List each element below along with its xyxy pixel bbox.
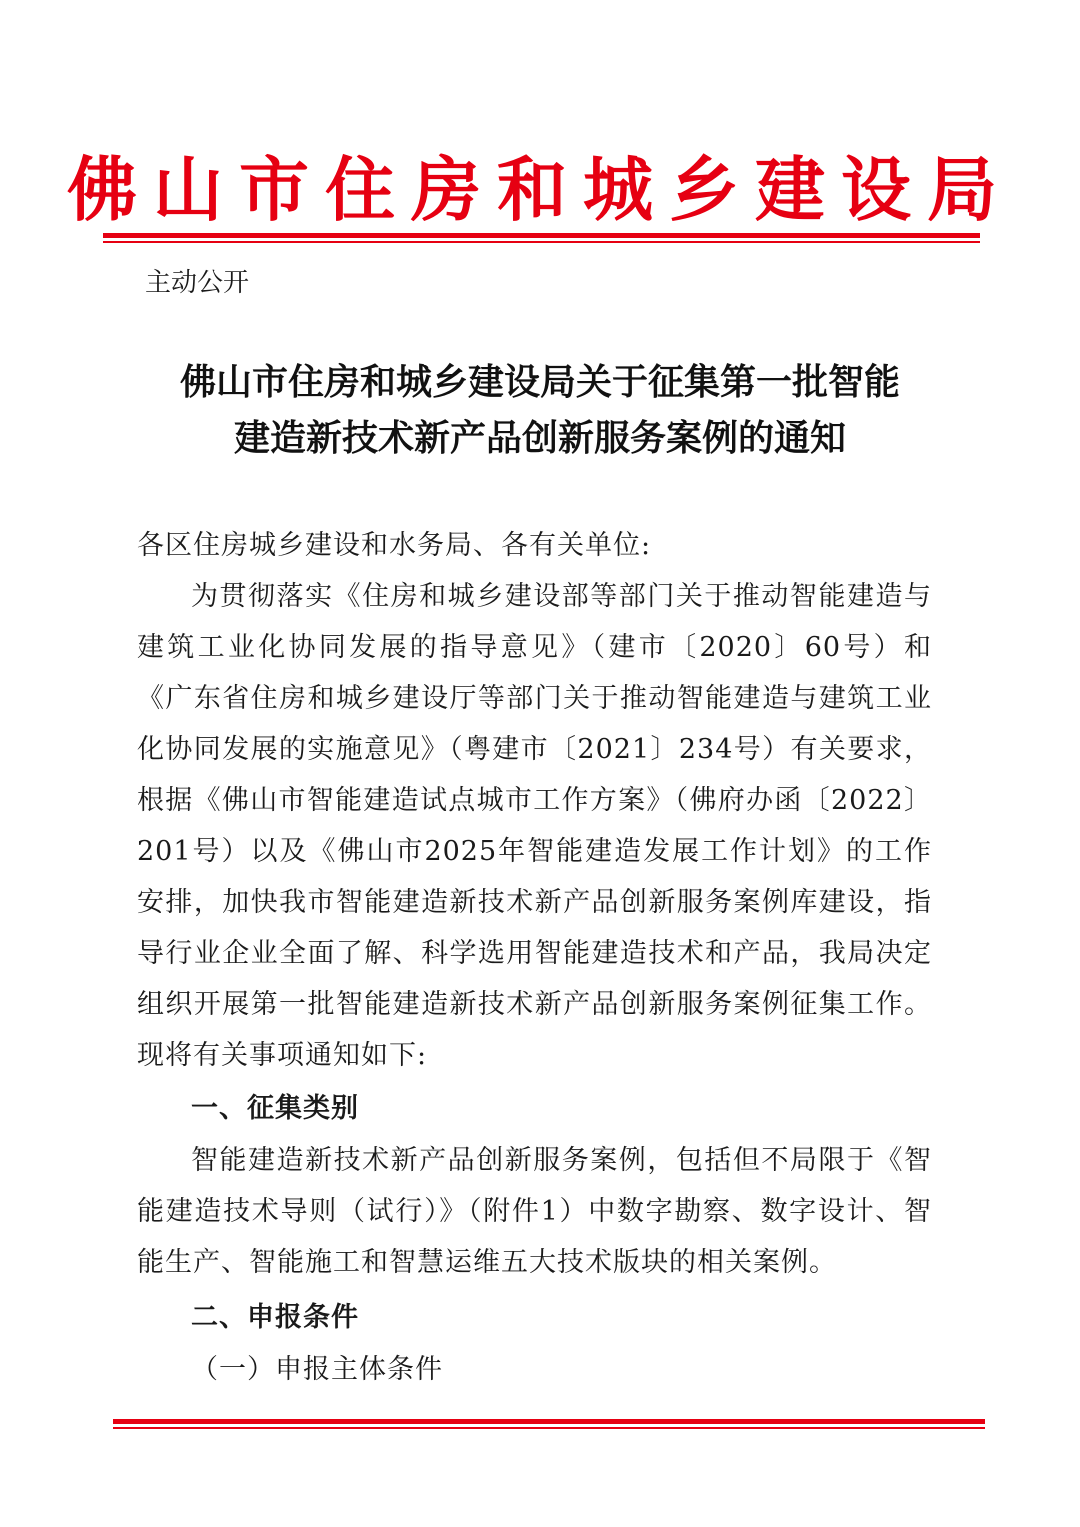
addressee: 各区住房城乡建设和水务局、各有关单位:: [137, 530, 652, 561]
section-1-text: 智能建造新技术新产品创新服务案例，包括但不局限于《智能建造技术导则（试行）》（附件1）中数字勘察、数字设计、智能生产、智能施工和智慧运维五大技术版块的相关案例。: [137, 1145, 932, 1278]
agency-masthead: 佛山市住房和城乡建设局: [67, 149, 1013, 231]
header-rule-thick: [103, 233, 980, 238]
title-line-2: 建造新技术新产品创新服务案例的通知: [233, 418, 846, 459]
subsection-heading-1: （一）申报主体条件: [191, 1354, 443, 1385]
paragraph-intro: 为贯彻落实《住房和城乡建设部等部门关于推动智能建造与建筑工业化协同发展的指导意见》（建市〔2020〕60号）和《广东省住房和城乡建设厅等部门关于推动智能建造与建筑工业化协同发展的实施意见》（粤建市〔2021〕234号）有关要求，根据《佛山市智能建造试点城市工作方案》（佛府办函〔2022〕201号）以及《佛山市2025年智能建造发展工作计划》的工作安排，加快我市智能建造新技术新产品创新服务案例库建设，指导行业企业全面了解、科学选用智能建造技术和产品，我局决定组织开展第一批智能建造新技术新产品创新服务案例征集工作。现将有关事项通知如下:: [137, 581, 932, 1071]
header-rule-thin: [103, 241, 980, 243]
section-heading-1: 一、征集类别: [191, 1093, 359, 1124]
title-line-1: 佛山市住房和城乡建设局关于征集第一批智能: [179, 362, 900, 403]
disclosure-label: 主动公开: [145, 268, 250, 298]
section-heading-2: 二、申报条件: [191, 1302, 359, 1333]
footer-rule-thin: [113, 1427, 985, 1429]
document-body: [137, 520, 932, 1395]
footer-rule-thick: [113, 1419, 985, 1424]
document-title: [110, 355, 970, 467]
